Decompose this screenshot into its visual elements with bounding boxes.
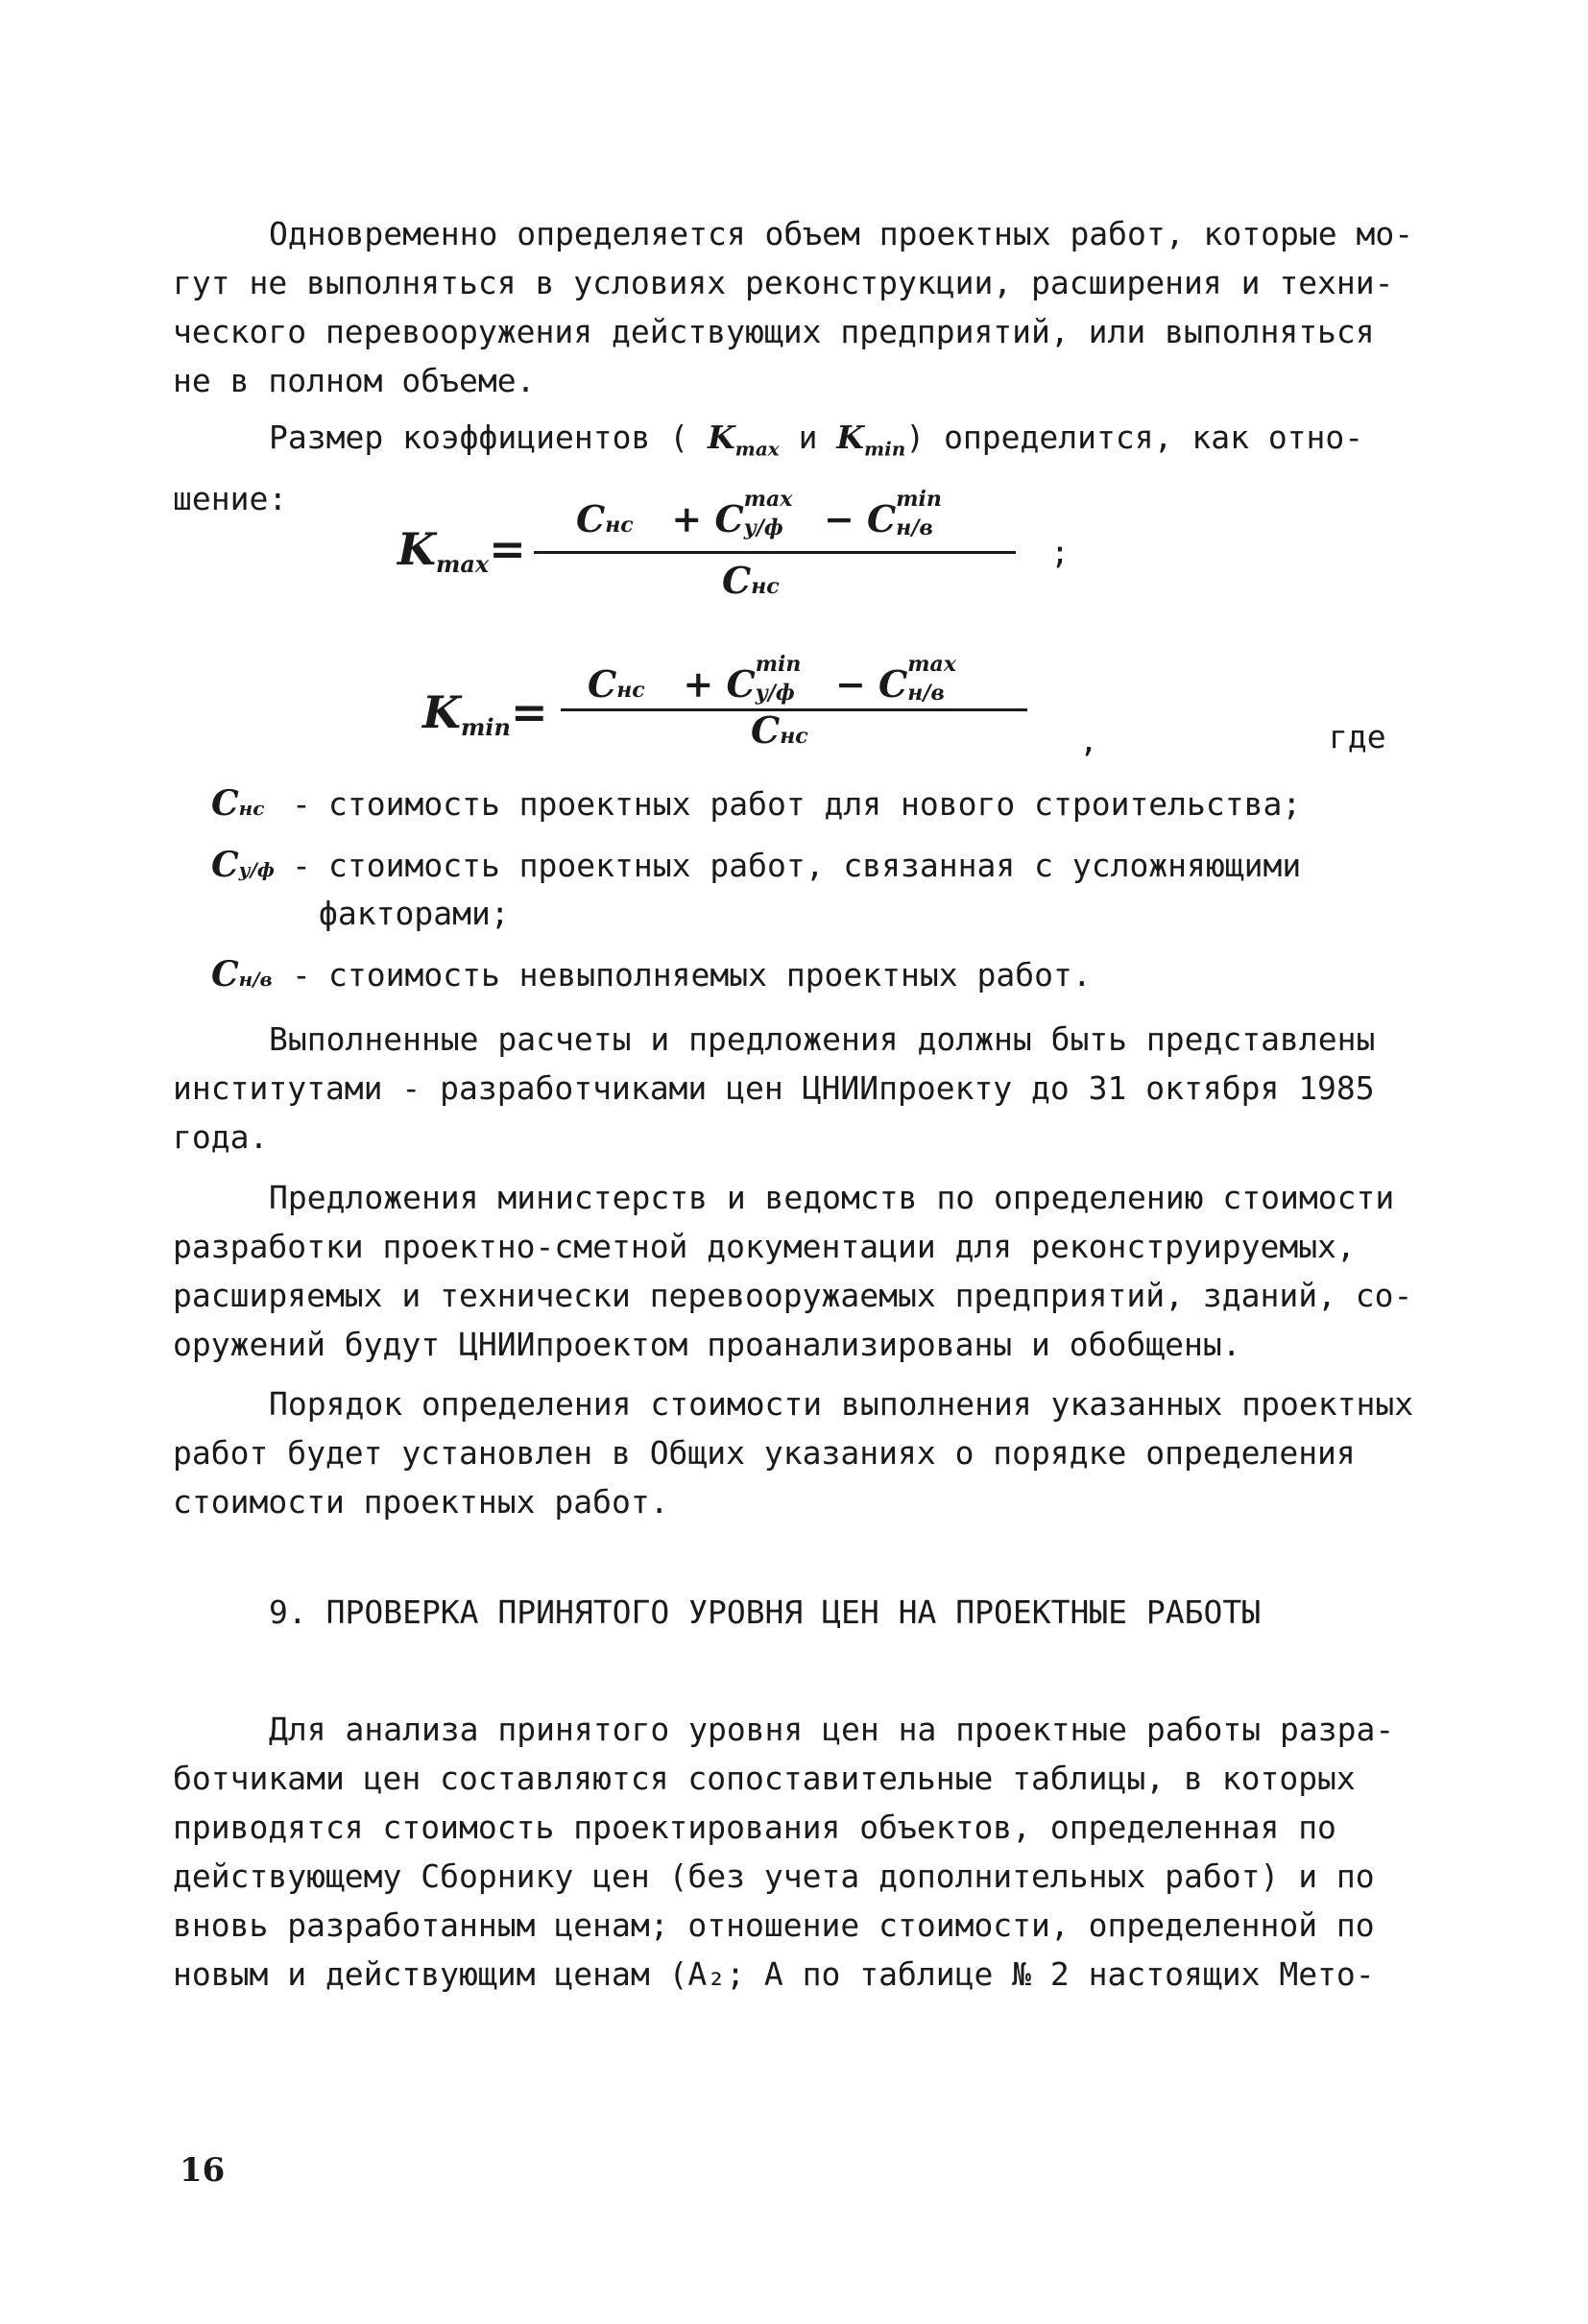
text-line: ческого перевооружения действующих предприятий, или выполняться xyxy=(173,313,1375,350)
text-line: ботчиками цен составляются сопоставительные таблицы, в которых xyxy=(173,1760,1356,1797)
text-line: новым и действующим ценам (A₂; A по таблице № 2 настоящих Мето- xyxy=(173,1955,1375,1993)
text-fragment: Размер коэффициентов ( xyxy=(269,419,689,456)
text-line: не в полном объеме. xyxy=(173,362,536,399)
paragraph-6 xyxy=(173,1705,1431,1999)
text-line: шение: xyxy=(173,479,288,517)
formula-numerator: Cнс + C max у/ф − C min н/в xyxy=(576,487,942,540)
definition-dash: - xyxy=(292,785,311,823)
text-line: приводятся стоимость проектирования объектов, определенная по xyxy=(173,1809,1336,1846)
formula-denominator: Cнс xyxy=(722,559,780,602)
text-line: Одновременно определяется объем проектных работ, которые мо- xyxy=(269,215,1414,252)
paragraph-5 xyxy=(173,1379,1431,1526)
formula-punctuation: ; xyxy=(1050,534,1070,571)
k-min-symbol: $K_{min}$ xyxy=(836,419,906,461)
text-line: расширяемых и технически перевооружаемых предприятий, зданий, со- xyxy=(173,1277,1413,1314)
text-line: разработки проектно-сметной документации для реконструируемых, xyxy=(173,1228,1356,1265)
text-line: вновь разработанным ценам; отношение стоимости, определенной по xyxy=(173,1906,1375,1944)
definition-text: стоимость проектных работ для нового строительства; xyxy=(328,785,1302,823)
paragraph-4 xyxy=(173,1173,1431,1369)
text-line: Предложения министерств и ведомств по определению стоимости xyxy=(269,1179,1395,1216)
formula-lhs: $K_{max}=$ xyxy=(397,523,526,578)
section-heading: 9. ПРОВЕРКА ПРИНЯТОГО УРОВНЯ ЦЕН НА ПРОЕКТНЫЕ РАБОТЫ xyxy=(269,1593,1262,1631)
text-fragment: и xyxy=(798,419,818,456)
text-line: стоимости проектных работ. xyxy=(173,1483,669,1521)
page-number: 16 xyxy=(180,2151,226,2190)
definition-symbol: Cу/ф xyxy=(211,845,275,885)
definition-text: стоимость проектных работ, связанная с усложняющими xyxy=(328,847,1302,884)
definition-symbol: Cн/в xyxy=(211,954,273,994)
definitions-list xyxy=(211,0,1459,1056)
formula-denominator: Cнс xyxy=(751,708,808,752)
paragraph-3 xyxy=(173,1015,1431,1162)
definition-dash: - xyxy=(292,847,311,884)
text-line: действующему Сборнику цен (без учета дополнительных работ) и по xyxy=(173,1857,1375,1895)
text-line: Выполненные расчеты и предложения должны быть представлены xyxy=(269,1020,1376,1058)
text-fragment: ) определится, как отно- xyxy=(905,419,1364,456)
text-line: работ будет установлен в Общих указаниях о порядке определения xyxy=(173,1434,1356,1472)
formula-lhs: $K_{min}=$ xyxy=(422,686,548,741)
definition-symbol: Cнс xyxy=(211,783,265,824)
text-line: Порядок определения стоимости выполнения указанных проектных xyxy=(269,1385,1414,1423)
k-max-symbol: $K_{max}$ xyxy=(707,419,780,461)
text-line: года. xyxy=(173,1118,269,1156)
definition-text-continued: факторами; xyxy=(319,895,510,932)
formula-numerator: Cнс + C min у/ф − C max н/в xyxy=(588,652,956,706)
definition-text: стоимость невыполняемых проектных работ. xyxy=(328,956,1092,994)
where-label: где xyxy=(1329,718,1386,755)
text-line: гут не выполняться в условиях реконструкции, расширения и техни- xyxy=(173,264,1394,301)
text-line: институтами - разработчиками цен ЦНИИпроекту до 31 октября 1985 xyxy=(173,1069,1375,1107)
formula-punctuation: , xyxy=(1079,722,1098,759)
definition-dash: - xyxy=(292,956,311,994)
text-line: Для анализа принятого уровня цен на проектные работы разра- xyxy=(269,1711,1395,1748)
text-line: оружений будут ЦНИИпроектом проанализированы и обобщены. xyxy=(173,1326,1241,1363)
